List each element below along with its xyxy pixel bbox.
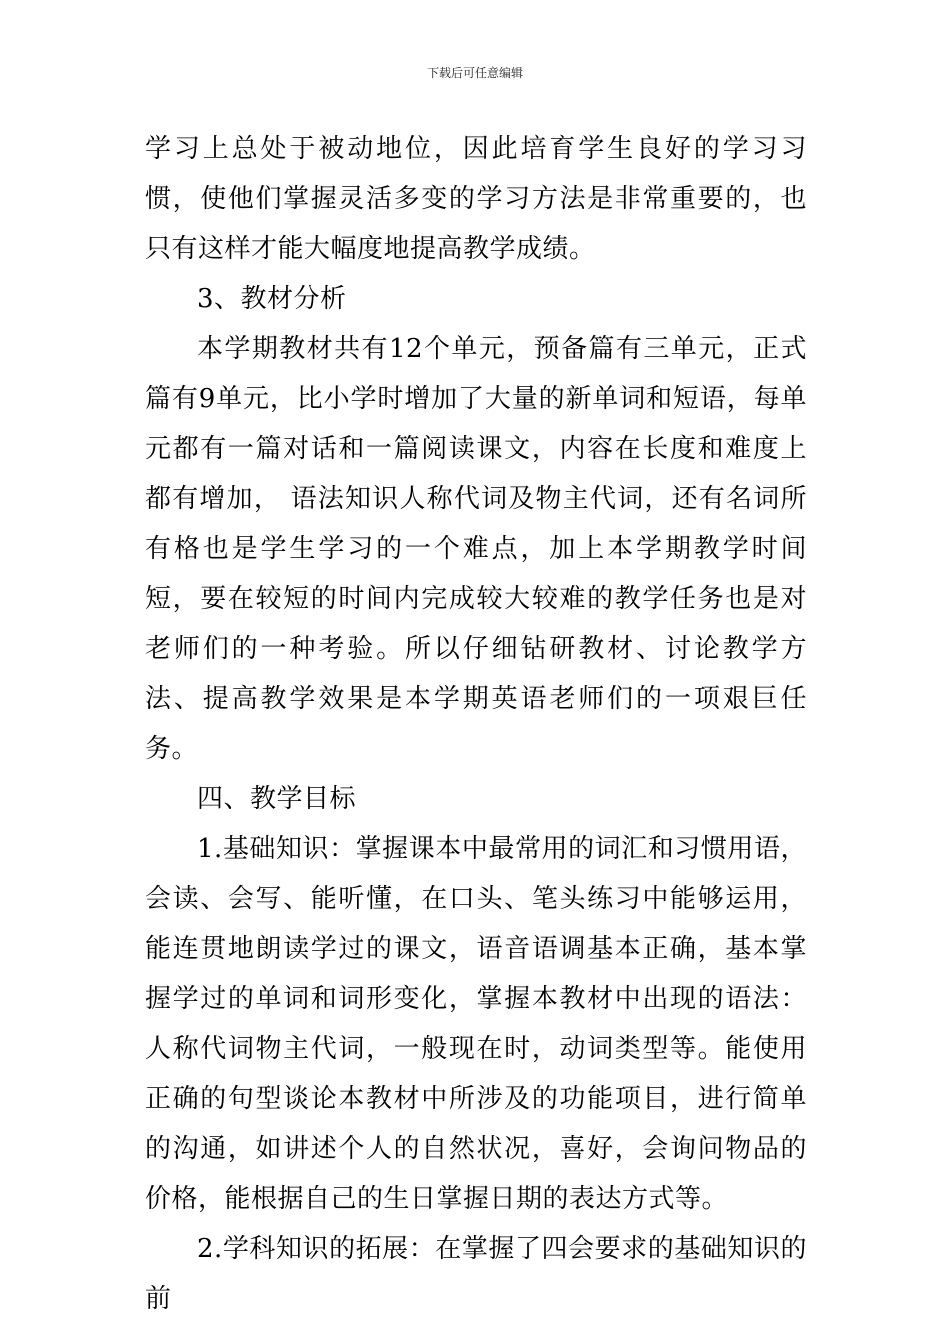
paragraph-study-habits: 学习上总处于被动地位，因此培育学生良好的学习习惯，使他们掌握灵活多变的学习方法是非常重要的，也只有这样才能大幅度地提高教学成绩。 [145, 134, 807, 264]
page-header: 下载后可任意编辑 [426, 66, 523, 80]
heading-teaching-goals: 四、教学目标 [197, 784, 357, 814]
paragraph-knowledge-extension: 2.学科知识的拓展：在掌握了四会要求的基础知识的前 [145, 1234, 807, 1314]
paragraph-basic-knowledge: 1.基础知识：掌握课本中最常用的词汇和习惯用语，会读、会写、能听懂，在口头、笔头练习中能够运用，能连贯地朗读学过的课文，语音语调基本正确，基本掌握学过的单词和词形变化，掌握本教材中出现的语法：人称代词物主代词，一般现在时，动词类型等。能使用正确的句型谈论本教材中所涉及的功能项目，进行简单的沟通，如讲述个人的自然状况，喜好，会询问物品的价格，能根据自己的生日掌握日期的表达方式等。 [145, 834, 807, 1214]
document-body [145, 124, 807, 1324]
paragraph-textbook-analysis: 本学期教材共有12个单元，预备篇有三单元，正式篇有9单元，比小学时增加了大量的新单词和短语，每单元都有一篇对话和一篇阅读课文，内容在长度和难度上都有增加， 语法知识人称代词及物主代词，还有名词所有格也是学生学习的一个难点，加上本学期教学时间短，要在较短的时间内完成较大较难的教学任务也是对老师们的一种考验。所以仔细钻研教材、讨论教学方法、提高教学效果是本学期英语老师们的一项艰巨任务。 [145, 334, 807, 764]
heading-textbook-analysis: 3、教材分析 [197, 284, 347, 314]
